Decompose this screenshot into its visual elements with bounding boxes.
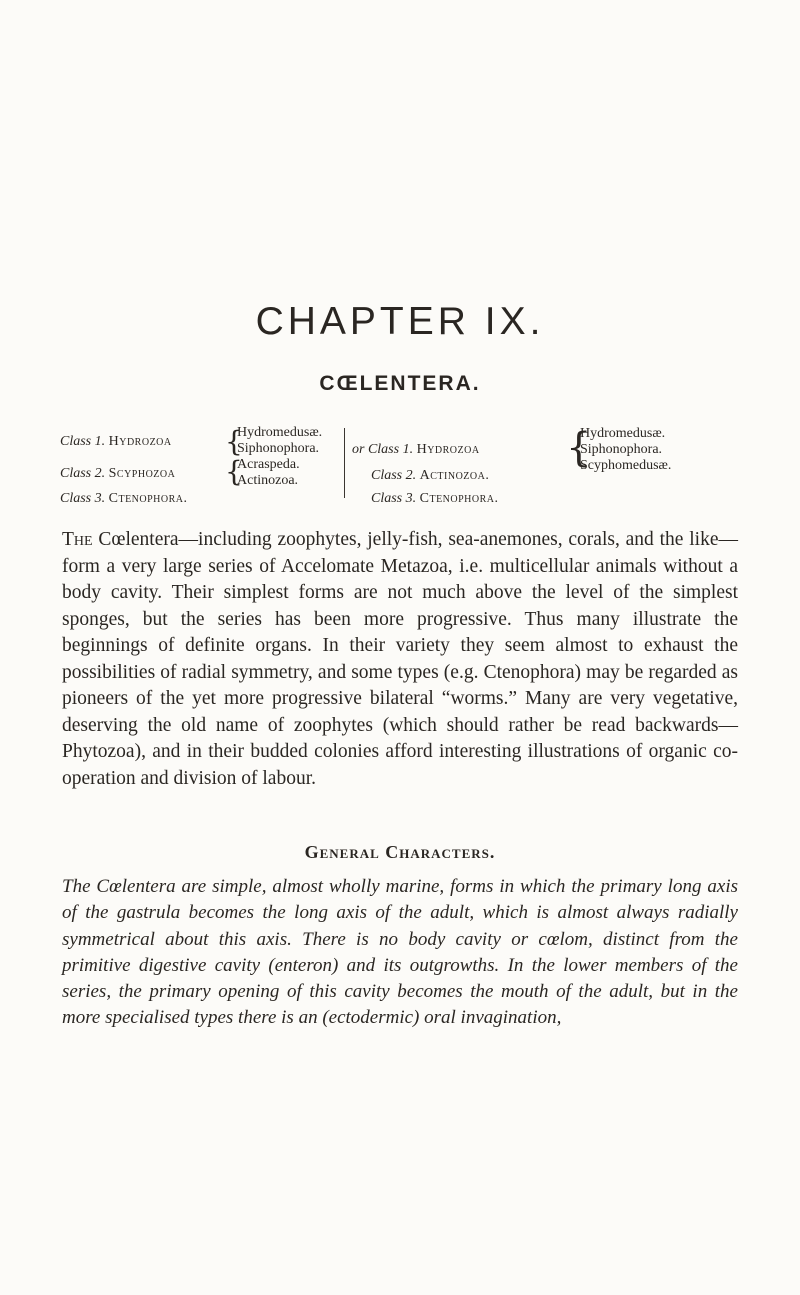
right-class1-brace: { bbox=[566, 425, 592, 471]
right-class2-name: Actinozoa. bbox=[419, 468, 490, 483]
left-class3-name: Ctenophora. bbox=[108, 491, 188, 506]
left-class3 bbox=[60, 490, 188, 507]
left-class2-sub2: Actinozoa. bbox=[237, 473, 299, 488]
left-class2 bbox=[60, 465, 175, 482]
right-class1-sub3: Scyphomedusæ. bbox=[580, 458, 672, 473]
left-class1-sub2: Siphonophora. bbox=[237, 441, 320, 456]
left-class2-label: Class 2. bbox=[60, 466, 106, 481]
intro-lead: The bbox=[62, 529, 93, 550]
right-class3 bbox=[371, 490, 499, 507]
right-class3-name: Ctenophora. bbox=[419, 491, 499, 506]
scheme-divider bbox=[344, 428, 345, 498]
left-class1-label: Class 1. bbox=[60, 434, 106, 449]
right-class1-name: Hydrozoa bbox=[416, 442, 480, 457]
left-class2-name: Scyphozoa bbox=[108, 466, 176, 481]
left-class2-brace: { bbox=[225, 455, 243, 488]
chapter-title: CHAPTER IX. bbox=[255, 300, 545, 343]
left-class1-sub1: Hydromedusæ. bbox=[237, 425, 323, 440]
general-characters-heading: General Characters. bbox=[304, 842, 496, 862]
left-class3-label: Class 3. bbox=[60, 491, 106, 506]
right-class1 bbox=[352, 441, 480, 458]
left-class1-name: Hydrozoa bbox=[108, 434, 172, 449]
intro-text: Cœlentera—including zoophytes, jelly-fish, sea-anemones, corals, and the like—form a very large series of Accelomate Metazoa, i.e. multicellular animals without a body cavity. Their simplest forms are not much above the level of the simplest sponges, but the series has been more progressive. Thus many illustrate the beginnings of definite organs. In their variety they seem almost to exhaust the possibilities of radial symmetry, and some types (e.g. Ctenophora) may be regarded as pioneers of the yet more progressive bilateral “worms.” Many are very vegetative, deserving the old name of zoophytes (which should rather be read backwards—Phytozoa), and in their budded colonies afford interesting illustrations of organic co-operation and division of labour. bbox=[62, 529, 738, 789]
subject-title: CŒLENTERA. bbox=[319, 372, 481, 395]
intro-paragraph bbox=[62, 527, 738, 792]
right-prefix: or bbox=[352, 442, 365, 457]
right-class2-label: Class 2. bbox=[371, 468, 417, 483]
left-class1-brace: { bbox=[225, 425, 243, 458]
right-class1-sub2: Siphonophora. bbox=[580, 442, 663, 457]
right-class2 bbox=[371, 467, 489, 484]
right-class1-sub1: Hydromedusæ. bbox=[580, 426, 666, 441]
left-class1 bbox=[60, 433, 172, 450]
general-characters-paragraph: The Cœlentera are simple, almost wholly marine, forms in which the primary long axis of the gastrula becomes the long axis of the adult, which is almost always radially symmetrical about this axis. There is no body cavity or cœlom, distinct from the primitive digestive cavity (enteron) and its outgrowths. In the lower members of the series, the primary opening of this cavity becomes the mouth of the adult, but in the more specialised types there is an (ectodermic) oral invagination, bbox=[62, 876, 738, 1029]
right-class1-label: Class 1. bbox=[367, 442, 414, 457]
right-class3-label: Class 3. bbox=[371, 491, 417, 506]
left-class2-sub1: Acraspeda. bbox=[237, 457, 300, 472]
